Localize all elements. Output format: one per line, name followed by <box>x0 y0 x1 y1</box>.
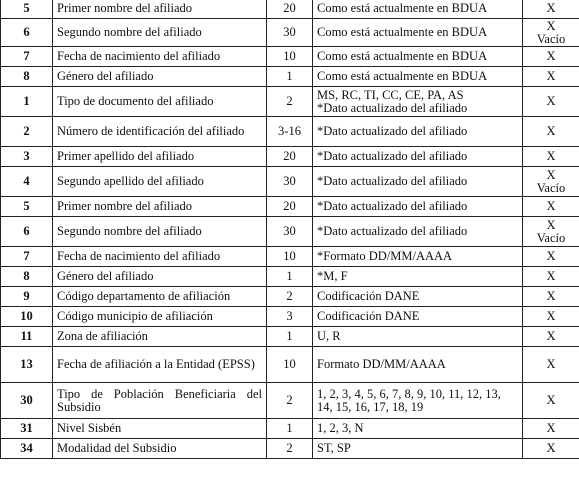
field-number: 5 <box>1 197 53 217</box>
field-name: Género del afiliado <box>53 67 267 87</box>
table-row <box>1 419 579 439</box>
field-name: Código departamento de afiliación <box>53 287 267 307</box>
field-required <box>523 87 579 117</box>
field-name: Fecha de nacimiento del afiliado <box>53 47 267 67</box>
field-required <box>523 147 579 167</box>
field-description: *Formato DD/MM/AAAA <box>313 247 523 267</box>
table-body <box>1 0 579 459</box>
required-mark: X <box>546 167 556 182</box>
field-required <box>523 267 579 287</box>
required-mark: X <box>546 69 556 83</box>
field-description: Como está actualmente en BDUA <box>313 19 523 47</box>
required-mark: Vacío <box>536 31 566 46</box>
required-mark: X <box>546 441 556 455</box>
table-row <box>1 383 579 419</box>
field-length: 2 <box>267 439 313 459</box>
field-required <box>523 327 579 347</box>
field-name: Primer nombre del afiliado <box>53 0 267 19</box>
field-number: 13 <box>1 347 53 383</box>
required-mark: Vacío <box>536 180 566 195</box>
field-name: Tipo de documento del afiliado <box>53 87 267 117</box>
field-required <box>523 19 579 47</box>
required-mark: X <box>546 357 556 371</box>
required-mark: X <box>546 124 556 138</box>
table-row <box>1 67 579 87</box>
required-mark: X <box>546 94 556 108</box>
field-required <box>523 247 579 267</box>
field-length: 1 <box>267 327 313 347</box>
table-row <box>1 0 579 19</box>
required-mark: X <box>546 199 556 213</box>
field-required <box>523 197 579 217</box>
field-required <box>523 347 579 383</box>
required-mark: X <box>546 249 556 263</box>
table-row <box>1 247 579 267</box>
field-number: 9 <box>1 287 53 307</box>
field-name: Número de identificación del afiliado <box>53 117 267 147</box>
field-required <box>523 217 579 247</box>
table-row <box>1 197 579 217</box>
field-description: Como está actualmente en BDUA <box>313 0 523 19</box>
field-length: 3-16 <box>267 117 313 147</box>
field-number: 2 <box>1 117 53 147</box>
field-required <box>523 117 579 147</box>
field-description: *Dato actualizado del afiliado <box>313 217 523 247</box>
table-row <box>1 117 579 147</box>
field-name: Modalidad del Subsidio <box>53 439 267 459</box>
field-required <box>523 419 579 439</box>
field-number: 8 <box>1 67 53 87</box>
field-name: Zona de afiliación <box>53 327 267 347</box>
table-row <box>1 87 579 117</box>
field-name: Tipo de Población Beneficiaria del Subsidio <box>53 383 267 419</box>
field-name: Código municipio de afiliación <box>53 307 267 327</box>
field-description: *Dato actualizado del afiliado <box>313 197 523 217</box>
field-required <box>523 167 579 197</box>
table-row <box>1 347 579 383</box>
field-number: 30 <box>1 383 53 419</box>
field-length: 20 <box>267 0 313 19</box>
field-number: 5 <box>1 0 53 19</box>
required-mark: X <box>546 149 556 163</box>
required-mark: X <box>546 49 556 63</box>
field-required <box>523 287 579 307</box>
field-description: Codificación DANE <box>313 287 523 307</box>
field-length: 1 <box>267 67 313 87</box>
required-mark: X <box>546 393 556 407</box>
field-description: *Dato actualizado del afiliado <box>313 147 523 167</box>
table-row <box>1 147 579 167</box>
field-name: Nivel Sisbén <box>53 419 267 439</box>
table-row <box>1 47 579 67</box>
field-description: U, R <box>313 327 523 347</box>
field-length: 2 <box>267 87 313 117</box>
field-number: 1 <box>1 87 53 117</box>
field-length: 10 <box>267 347 313 383</box>
field-length: 3 <box>267 307 313 327</box>
field-description: *M, F <box>313 267 523 287</box>
field-required <box>523 47 579 67</box>
field-description: *Dato actualizado del afiliado <box>313 117 523 147</box>
field-description: 1, 2, 3, N <box>313 419 523 439</box>
table-row <box>1 327 579 347</box>
field-name: Fecha de nacimiento del afiliado <box>53 247 267 267</box>
table-row <box>1 287 579 307</box>
required-mark: Vacío <box>536 230 566 245</box>
field-name: Segundo apellido del afiliado <box>53 167 267 197</box>
field-number: 6 <box>1 19 53 47</box>
field-required <box>523 439 579 459</box>
field-length: 20 <box>267 197 313 217</box>
table-row <box>1 217 579 247</box>
required-mark: X <box>546 1 556 15</box>
field-required <box>523 0 579 19</box>
table-row <box>1 167 579 197</box>
field-required <box>523 383 579 419</box>
field-description: 1, 2, 3, 4, 5, 6, 7, 8, 9, 10, 11, 12, 13, 14, 15, 16, 17, 18, 19 <box>313 383 523 419</box>
field-required <box>523 307 579 327</box>
field-description: MS, RC, TI, CC, CE, PA, AS *Dato actualizado del afiliado <box>313 87 523 117</box>
field-description: Como está actualmente en BDUA <box>313 67 523 87</box>
field-number: 8 <box>1 267 53 287</box>
required-mark: X <box>546 421 556 435</box>
table-row <box>1 307 579 327</box>
field-length: 2 <box>267 383 313 419</box>
field-description: ST, SP <box>313 439 523 459</box>
field-description: Formato DD/MM/AAAA <box>313 347 523 383</box>
field-length: 20 <box>267 147 313 167</box>
required-mark: X <box>546 329 556 343</box>
field-description: *Dato actualizado del afiliado <box>313 167 523 197</box>
field-number: 4 <box>1 167 53 197</box>
field-name: Género del afiliado <box>53 267 267 287</box>
field-length: 30 <box>267 167 313 197</box>
field-name: Primer apellido del afiliado <box>53 147 267 167</box>
field-description: Como está actualmente en BDUA <box>313 47 523 67</box>
field-length: 1 <box>267 267 313 287</box>
table-row <box>1 267 579 287</box>
required-mark: X <box>546 18 556 33</box>
field-number: 10 <box>1 307 53 327</box>
field-number: 3 <box>1 147 53 167</box>
field-number: 11 <box>1 327 53 347</box>
table-row <box>1 439 579 459</box>
field-description: Codificación DANE <box>313 307 523 327</box>
table-row <box>1 19 579 47</box>
field-length: 30 <box>267 19 313 47</box>
field-number: 6 <box>1 217 53 247</box>
field-length: 1 <box>267 419 313 439</box>
required-mark: X <box>546 289 556 303</box>
required-mark: X <box>546 217 556 232</box>
required-mark: X <box>546 309 556 323</box>
field-length: 10 <box>267 247 313 267</box>
field-name: Fecha de afiliación a la Entidad (EPSS) <box>53 347 267 383</box>
field-name: Primer nombre del afiliado <box>53 197 267 217</box>
field-length: 10 <box>267 47 313 67</box>
field-number: 31 <box>1 419 53 439</box>
field-number: 7 <box>1 247 53 267</box>
field-name: Segundo nombre del afiliado <box>53 19 267 47</box>
field-number: 34 <box>1 439 53 459</box>
field-length: 2 <box>267 287 313 307</box>
required-mark: X <box>546 269 556 283</box>
field-length: 30 <box>267 217 313 247</box>
field-number: 7 <box>1 47 53 67</box>
field-name: Segundo nombre del afiliado <box>53 217 267 247</box>
field-required <box>523 67 579 87</box>
